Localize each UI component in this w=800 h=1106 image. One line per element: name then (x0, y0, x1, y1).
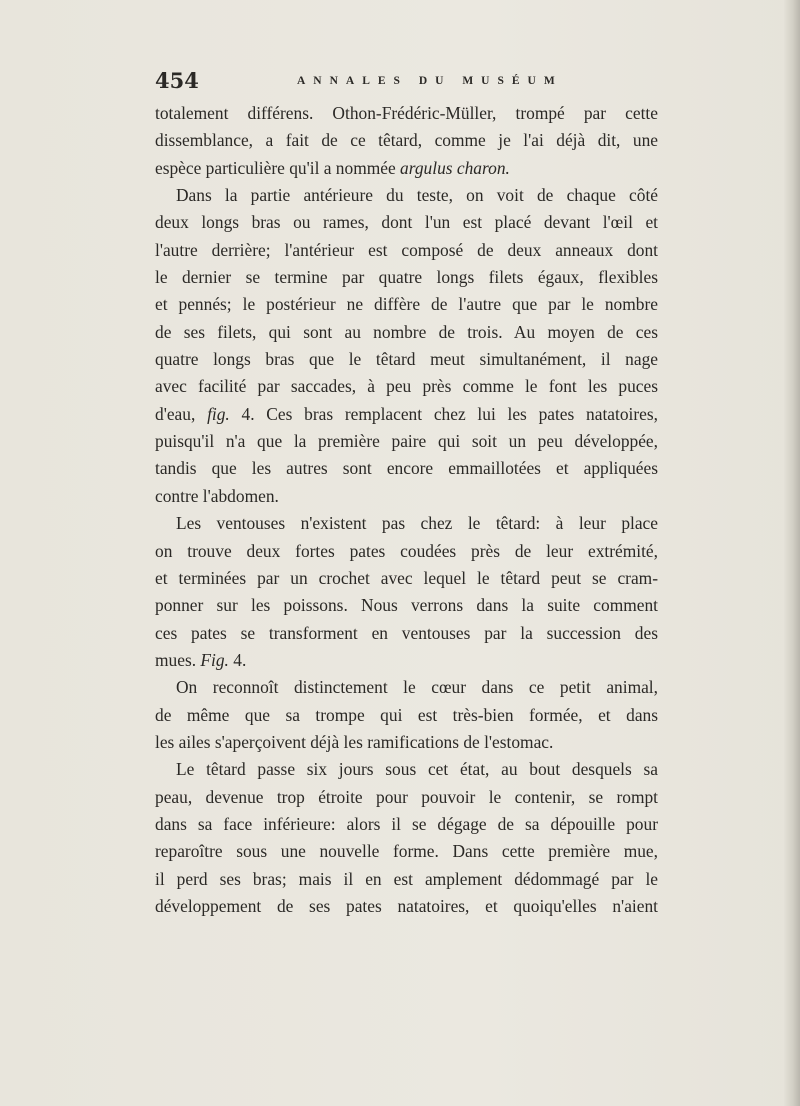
text-segment: tandis que les autres sont encore emmaillotées et appliquées (155, 458, 658, 479)
text-line (155, 565, 658, 592)
text-segment: l'autre derrière; l'antérieur est composé de deux anneaux dont (155, 239, 658, 260)
text-line (155, 291, 658, 318)
text-segment: Dans la partie antérieure du teste, on voit de chaque côté (176, 185, 658, 206)
text-segment: 4. (228, 649, 247, 670)
text-segment: peau, devenue trop étroite pour pouvoir le contenir, se rompt (155, 786, 658, 807)
text-line (155, 838, 658, 865)
text-line (155, 319, 658, 346)
text-segment: le dernier se termine par quatre longs filets égaux, flexibles (155, 267, 658, 288)
text-segment: et terminées par un crochet avec lequel le têtard peut se cram- (155, 567, 658, 588)
text-line (155, 674, 658, 701)
text-line (155, 784, 658, 811)
text-line (155, 620, 658, 647)
text-segment: contre l'abdomen. (155, 485, 279, 506)
text-segment: avec facilité par saccades, à peu près comme le font les puces (155, 376, 658, 397)
text-segment: ces pates se transforment en ventouses par la succession des (155, 622, 658, 643)
text-line (155, 237, 658, 264)
text-segment: quatre longs bras que le têtard meut simultanément, il nage (155, 349, 658, 370)
text-line (155, 428, 658, 455)
text-line (155, 155, 658, 182)
text-line (155, 729, 658, 756)
text-segment: puisqu'il n'a que la première paire qui soit un peu développée, (155, 431, 658, 452)
text-line (155, 592, 658, 619)
text-segment: 4. Ces bras remplacent chez lui les pates natatoires, (229, 403, 658, 424)
text-line (155, 702, 658, 729)
italic-text: Fig. (200, 649, 229, 670)
page-header (155, 66, 655, 96)
italic-text: fig. (207, 403, 230, 424)
text-line (155, 100, 658, 127)
text-line (155, 264, 658, 291)
text-segment: reparoître sous une nouvelle forme. Dans cette première mue, (155, 841, 658, 862)
page-number: 454 (155, 68, 199, 93)
text-line (155, 127, 658, 154)
text-line (155, 209, 658, 236)
text-line (155, 756, 658, 783)
text-line (155, 510, 658, 537)
text-segment: deux longs bras ou rames, dont l'un est placé devant l'œil et (155, 212, 658, 233)
text-segment: ponner sur les poissons. Nous verrons dans la suite comment (155, 595, 658, 616)
text-line (155, 483, 658, 510)
text-segment: il perd ses bras; mais il en est amplement dédommagé par le (155, 868, 658, 889)
text-segment: de même que sa trompe qui est très-bien formée, et dans (155, 704, 658, 725)
text-line (155, 373, 658, 400)
text-segment: développement de ses pates natatoires, et quoiqu'elles n'aient (155, 895, 658, 916)
text-segment: et pennés; le postérieur ne diffère de l'autre que par le nombre (155, 294, 658, 315)
text-line (155, 182, 658, 209)
page-edge (784, 0, 800, 1106)
text-line (155, 647, 658, 674)
body-text (155, 100, 658, 920)
text-segment: dans sa face inférieure: alors il se dégage de sa dépouille pour (155, 813, 658, 834)
text-segment: Les ventouses n'existent pas chez le têtard: à leur place (176, 513, 658, 534)
text-segment: On reconnoît distinctement le cœur dans ce petit animal, (176, 677, 658, 698)
text-line (155, 346, 658, 373)
text-segment: de ses filets, qui sont au nombre de trois. Au moyen de ces (155, 321, 658, 342)
text-line (155, 455, 658, 482)
text-line (155, 401, 658, 428)
text-segment: les ailes s'aperçoivent déjà les ramifications de l'estomac. (155, 731, 554, 752)
text-segment: Le têtard passe six jours sous cet état, au bout desquels sa (176, 759, 658, 780)
text-segment: d'eau, (155, 403, 208, 424)
text-line (155, 538, 658, 565)
text-line (155, 893, 658, 920)
text-line (155, 866, 658, 893)
italic-text: argulus charon. (400, 157, 510, 178)
text-segment: espèce particulière qu'il a nommée (155, 157, 401, 178)
text-segment: mues. (155, 649, 201, 670)
text-segment: on trouve deux fortes pates coudées près de leur extrémité, (155, 540, 658, 561)
text-line (155, 811, 658, 838)
running-head: ANNALES DU MUSÉUM (297, 75, 563, 87)
text-segment: totalement différens. Othon-Frédéric-Müller, trompé par cette (155, 103, 658, 123)
text-segment: dissemblance, a fait de ce têtard, comme je l'ai déjà dit, une (155, 130, 658, 151)
